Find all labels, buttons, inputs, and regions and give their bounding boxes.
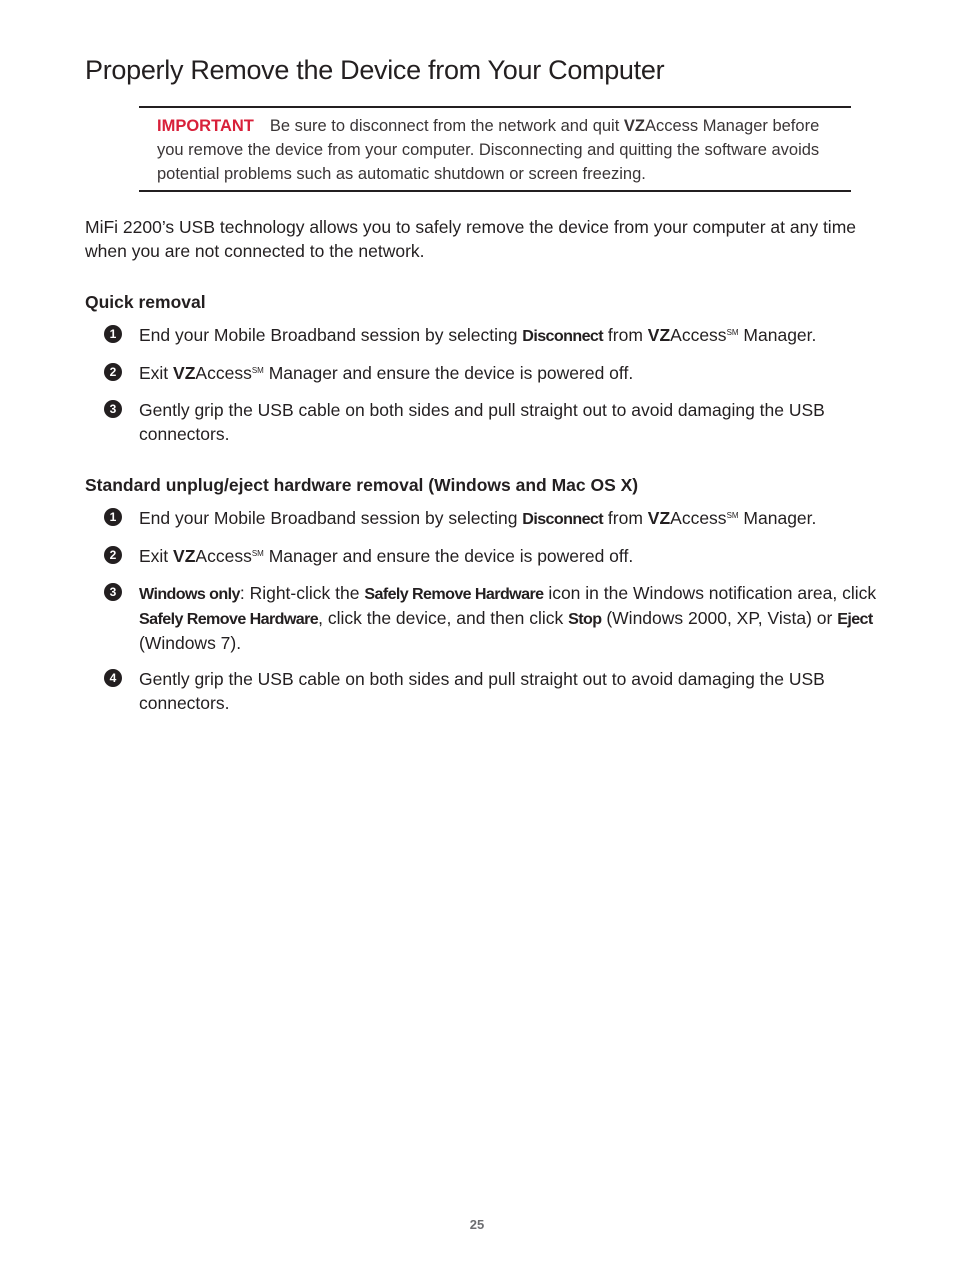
step-text: Gently grip the USB cable on both sides and pull straight out to avoid damaging the USB connectors. xyxy=(139,400,825,444)
step-text xyxy=(139,361,879,385)
service-mark: SM xyxy=(251,366,264,375)
step-text: Gently grip the USB cable on both sides and pull straight out to avoid damaging the USB connectors. xyxy=(139,669,825,713)
step-text xyxy=(139,581,879,655)
safely-remove-hardware-label: Safely Remove Hardware xyxy=(139,610,319,628)
windows-only-label: Windows only xyxy=(139,585,240,603)
important-text xyxy=(157,114,847,186)
vz-brand: VZ xyxy=(647,325,671,345)
page-number: 25 xyxy=(469,1217,485,1232)
step-text-part: icon in the Windows notification area, click xyxy=(543,583,877,603)
eject-label: Eject xyxy=(837,610,873,628)
step-number-icon: 3 xyxy=(104,400,122,418)
access-brand: Access xyxy=(195,546,252,566)
vz-brand: VZ xyxy=(623,117,645,135)
important-text-part: Access Manager before you remove the device from your computer. Disconnecting and quitting the software avoids potential problems such as automatic shutdown or screen freezing. xyxy=(157,117,820,183)
service-mark: SM xyxy=(251,549,264,558)
step-number-icon: 1 xyxy=(104,508,122,526)
access-brand: Access xyxy=(670,325,727,345)
step-text-part: End your Mobile Broadband session by selecting xyxy=(139,508,523,528)
step-text-part: , click the device, and then click xyxy=(318,608,569,628)
disconnect-label: Disconnect xyxy=(522,510,604,528)
vz-brand: VZ xyxy=(173,363,196,383)
important-label: IMPORTANT xyxy=(157,117,254,135)
step-text-part: Manager and ensure the device is powered off. xyxy=(263,546,634,566)
step-number-icon: 4 xyxy=(104,669,122,687)
step-number-icon: 1 xyxy=(104,325,122,343)
step-text-part: from xyxy=(603,325,648,345)
step-text-part: Manager. xyxy=(738,325,817,345)
step-text-part: (Windows 7). xyxy=(139,633,242,653)
step-number-icon: 2 xyxy=(104,363,122,381)
intro-paragraph: MiFi 2200’s USB technology allows you to safely remove the device from your computer at any time when you are not connected to the network. xyxy=(85,217,856,261)
standard-removal-heading: Standard unplug/eject hardware removal (Windows and Mac OS X) xyxy=(85,475,639,495)
safely-remove-hardware-label: Safely Remove Hardware xyxy=(364,585,544,603)
quick-removal-heading: Quick removal xyxy=(85,292,206,312)
step-text-part: Exit xyxy=(139,363,174,383)
stop-label: Stop xyxy=(568,610,602,628)
step-text xyxy=(139,323,879,348)
access-brand: Access xyxy=(670,508,727,528)
page-title: Properly Remove the Device from Your Computer xyxy=(85,55,665,85)
step-text-part: End your Mobile Broadband session by selecting xyxy=(139,325,523,345)
important-text-part: Be sure to disconnect from the network and quit xyxy=(269,117,624,135)
vz-brand: VZ xyxy=(173,546,196,566)
access-brand: Access xyxy=(195,363,252,383)
step-text-part: : Right-click the xyxy=(239,583,365,603)
vz-brand: VZ xyxy=(647,508,671,528)
step-text-part: Manager. xyxy=(738,508,817,528)
step-text-part: Manager and ensure the device is powered off. xyxy=(263,363,634,383)
step-number-icon: 3 xyxy=(104,583,122,601)
important-callout xyxy=(139,106,851,192)
step-number-icon: 2 xyxy=(104,546,122,564)
service-mark: SM xyxy=(726,511,739,520)
step-text xyxy=(139,544,879,568)
step-text-part: from xyxy=(603,508,648,528)
service-mark: SM xyxy=(726,328,739,337)
step-text-part: (Windows 2000, XP, Vista) or xyxy=(601,608,838,628)
disconnect-label: Disconnect xyxy=(522,327,604,345)
step-text xyxy=(139,506,879,531)
step-text-part: Exit xyxy=(139,546,174,566)
